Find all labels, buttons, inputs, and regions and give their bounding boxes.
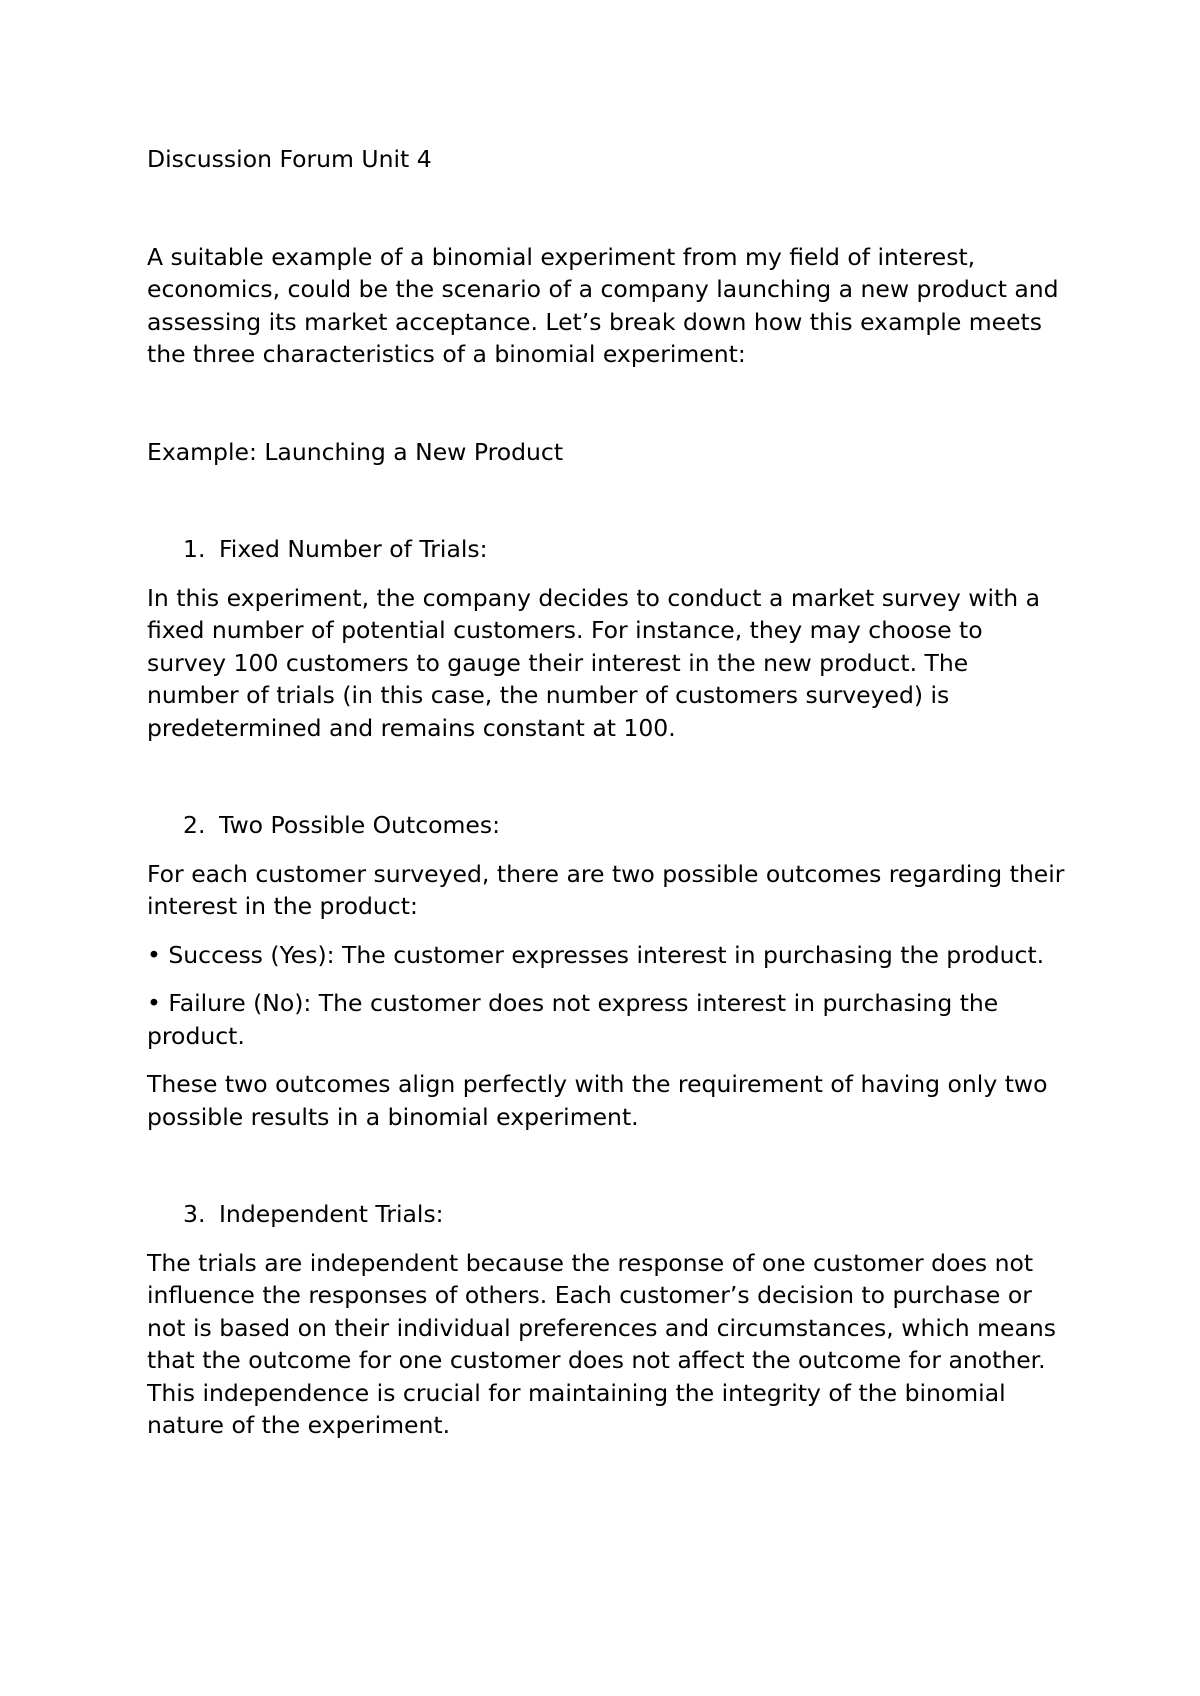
section-3-paragraph: The trials are independent because the response of one customer does not influence the responses of others. Each customer’s decision to purchase or not is based on their individual preferences and circumstances, which means that the outcome for one customer does not affect the outcome for another. This independence is crucial for maintaining the integrity of the binomial nature of the experiment. [147,1248,1057,1439]
section-1-paragraph: In this experiment, the company decides to conduct a market survey with a fixed number of potential customers. For instance, they may choose to survey 100 customers to gauge their interest in the new product. The number of trials (in this case, the number of customers surveyed) is predetermined and remains constant at 100. [147,583,1040,742]
bullet-failure: • Failure (No): The customer does not express interest in purchasing the product. [147,989,999,1050]
section-heading-3 [147,1198,1067,1231]
intro-paragraph: A suitable example of a binomial experiment from my field of interest, economics, could be the scenario of a company launching a new product and assessing its market acceptance. Let’s break down how this example meets the three characteristics of a binomial experiment: [147,242,1059,368]
section-2-paragraph: For each customer surveyed, there are two possible outcomes regarding their interest in the product: [147,859,1065,920]
bullet-success: • Success (Yes): The customer expresses interest in purchasing the product. [147,940,1045,969]
section-heading-2 [147,809,1067,842]
document-title: Discussion Forum Unit 4 [147,145,432,173]
section-heading-text: Two Possible Outcomes: [219,811,501,839]
section-heading-text: Independent Trials: [219,1200,444,1228]
document-body [147,143,1067,1458]
section-2-conclusion: These two outcomes align perfectly with the requirement of having only two possible results in a binomial experiment. [147,1070,1048,1131]
section-heading-text: Fixed Number of Trials: [219,535,488,563]
section-heading-1 [147,533,1067,566]
section-number: 2. [183,811,206,839]
section-number: 1. [183,535,206,563]
example-heading: Example: Launching a New Product [147,437,564,466]
section-number: 3. [183,1200,206,1228]
